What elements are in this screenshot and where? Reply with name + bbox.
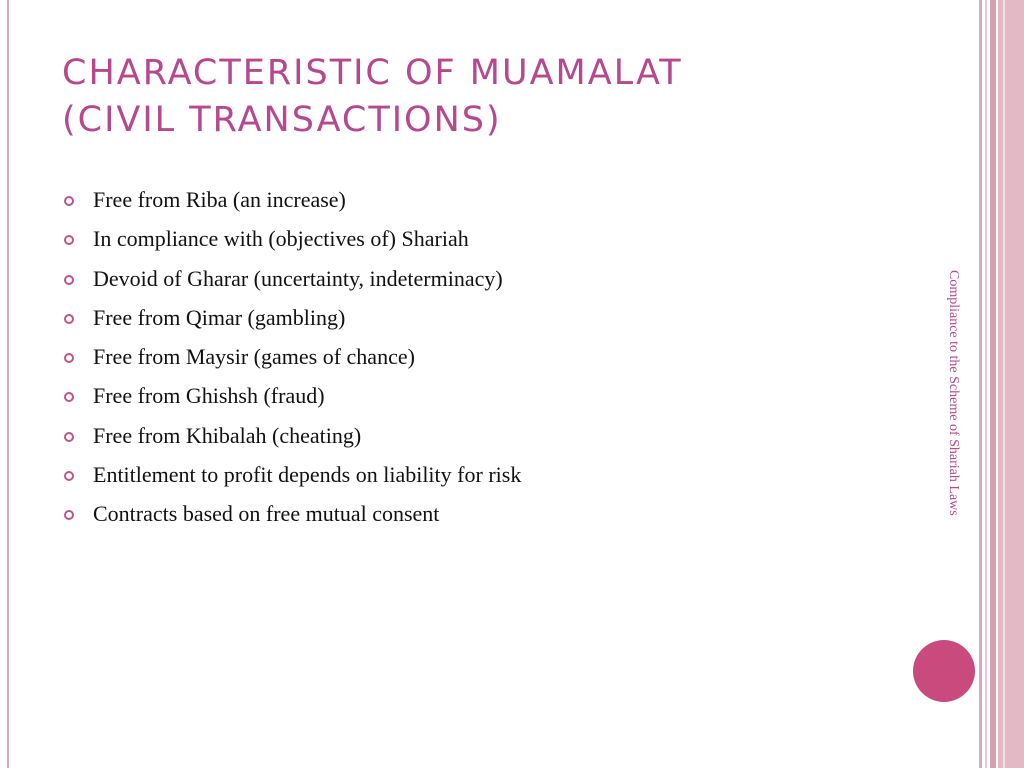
hollow-circle-bullet-icon (64, 275, 74, 285)
hollow-circle-bullet-icon (64, 392, 74, 402)
bullet-item (64, 300, 904, 339)
bullet-item (64, 418, 904, 457)
bullet-text: Free from Qimar (gambling) (93, 304, 346, 330)
slide-title (62, 50, 902, 144)
circle-decoration (913, 640, 975, 702)
slide-title-line-1: CHARACTERISTIC OF MUAMALAT (62, 53, 683, 93)
bullet-text: Free from Maysir (games of chance) (93, 344, 415, 370)
side-caption: Compliance to the Scheme of Shariah Laws (946, 270, 961, 516)
bullet-text: Free from Riba (an increase) (93, 187, 346, 212)
bullet-text: Free from Khibalah (cheating) (93, 422, 362, 448)
right-stripe-2 (985, 0, 987, 768)
hollow-circle-bullet-icon (64, 510, 74, 520)
hollow-circle-bullet-icon (64, 314, 74, 324)
bullet-text: Devoid of Gharar (uncertainty, indeterminacy) (93, 265, 503, 291)
slide-title-line-2: (CIVIL TRANSACTIONS) (62, 100, 502, 140)
right-stripe-3 (990, 0, 996, 768)
bullet-list (64, 182, 904, 536)
bullet-item (64, 261, 904, 300)
left-border-line (7, 0, 9, 768)
bullet-item (64, 221, 904, 260)
right-stripe-4 (998, 0, 1024, 768)
right-stripe-5 (1003, 0, 1005, 768)
bullet-item (64, 496, 904, 535)
bullet-item (64, 378, 904, 417)
hollow-circle-bullet-icon (64, 196, 74, 206)
hollow-circle-bullet-icon (64, 432, 74, 442)
hollow-circle-bullet-icon (64, 353, 74, 363)
bullet-text: Contracts based on free mutual consent (93, 501, 440, 527)
bullet-text: Entitlement to profit depends on liability for risk (93, 462, 522, 488)
bullet-text: Free from Ghishsh (fraud) (93, 383, 325, 409)
hollow-circle-bullet-icon (64, 235, 74, 245)
bullet-item (64, 339, 904, 378)
right-stripe-1 (979, 0, 982, 768)
bullet-item (64, 457, 904, 496)
bullet-item (64, 182, 904, 221)
bullet-text: In compliance with (objectives of) Shariah (93, 226, 469, 252)
hollow-circle-bullet-icon (64, 471, 74, 481)
